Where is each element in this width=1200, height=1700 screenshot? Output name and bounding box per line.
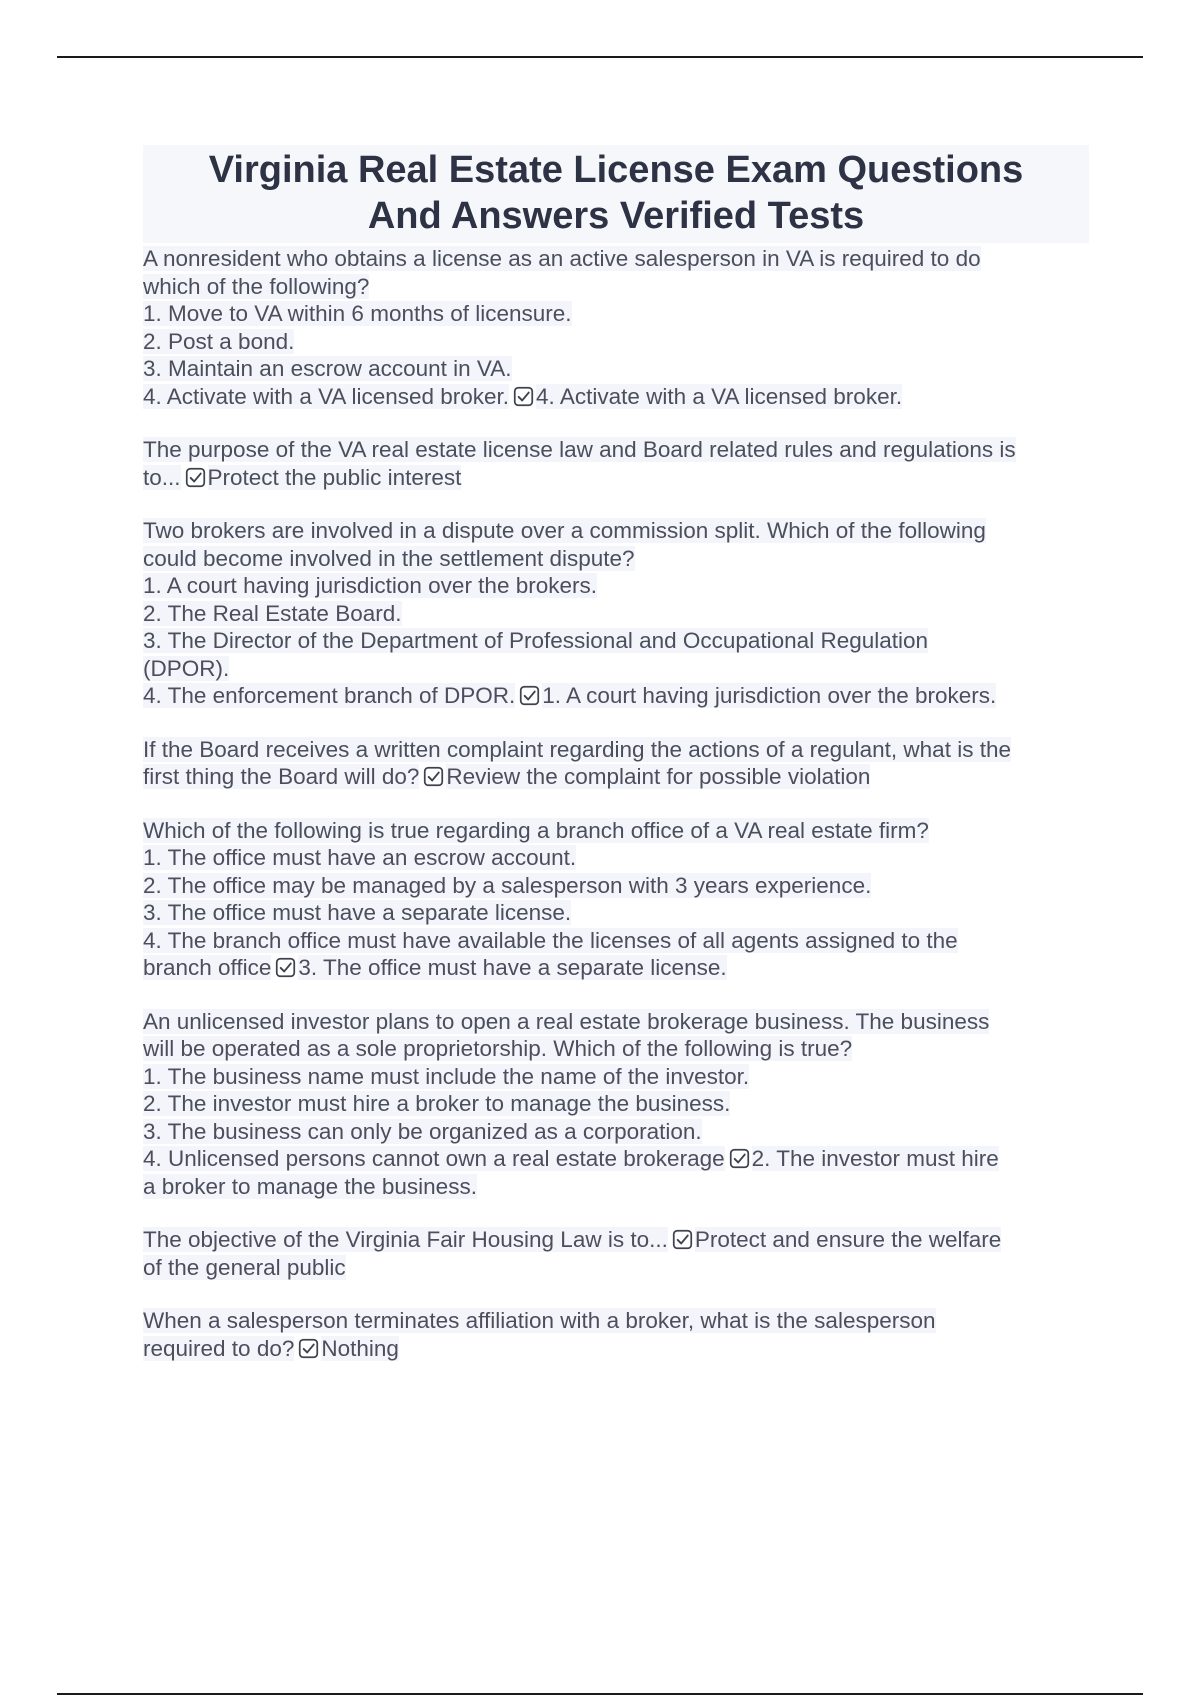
- question-line: [143, 844, 1089, 872]
- question-text: branch office: [143, 955, 272, 980]
- question-text: 1. The office must have an escrow account.: [143, 845, 577, 870]
- answer-line: [143, 464, 1089, 492]
- question-line: [143, 927, 1089, 955]
- question-line: [143, 600, 1089, 628]
- question-line: [143, 627, 1089, 655]
- answer-text: 1. A court having jurisdiction over the brokers.: [542, 683, 997, 708]
- question-text: to...: [143, 464, 181, 490]
- answer-line: [143, 682, 1089, 710]
- question-text: 1. A court having jurisdiction over the brokers.: [143, 573, 597, 598]
- question-text: (DPOR).: [143, 655, 230, 681]
- question-block: [143, 245, 1089, 410]
- checkbox-checked-icon: [275, 957, 296, 978]
- question-block: [143, 736, 1089, 791]
- question-line: [143, 1307, 1089, 1335]
- question-text: 3. The business can only be organized as a corporation.: [143, 1118, 702, 1144]
- question-text: which of the following?: [143, 273, 370, 299]
- question-text: 4. Unlicensed persons cannot own a real estate brokerage: [143, 1146, 725, 1171]
- question-block: [143, 817, 1089, 982]
- title-line-2: And Answers Verified Tests: [367, 195, 865, 237]
- question-line: [143, 817, 1089, 845]
- question-text: required to do?: [143, 1335, 295, 1361]
- question-line: [143, 736, 1089, 764]
- page-title: [143, 147, 1089, 239]
- checkbox-checked-icon: [298, 1338, 319, 1359]
- question-block: [143, 1226, 1089, 1281]
- question-line: [143, 517, 1089, 545]
- checkbox-checked-icon: [185, 467, 206, 488]
- answer-continuation-line: [143, 1173, 1089, 1201]
- title-block: [143, 145, 1089, 243]
- question-block: [143, 1008, 1089, 1201]
- title-line-1: Virginia Real Estate License Exam Questions: [208, 149, 1024, 191]
- checkbox-checked-icon: [672, 1229, 693, 1250]
- question-list: [143, 245, 1089, 1362]
- question-text: first thing the Board will do?: [143, 764, 420, 789]
- answer-text: a broker to manage the business.: [143, 1173, 477, 1199]
- question-text: 3. The office must have a separate license.: [143, 900, 572, 925]
- question-line: [143, 899, 1089, 927]
- question-line: [143, 273, 1089, 301]
- question-text: Two brokers are involved in a dispute over a commission split. Which of the following: [143, 518, 986, 543]
- question-line: [143, 300, 1089, 328]
- question-line: [143, 572, 1089, 600]
- answer-line: [143, 1145, 1089, 1173]
- question-text: will be operated as a sole proprietorship. Which of the following is true?: [143, 1036, 853, 1061]
- question-text: 3. The Director of the Department of Professional and Occupational Regulation: [143, 628, 929, 653]
- question-line: [143, 1118, 1089, 1146]
- answer-line: [143, 1226, 1089, 1254]
- question-text: 4. Activate with a VA licensed broker.: [143, 383, 510, 409]
- question-text: 2. The investor must hire a broker to manage the business.: [143, 1091, 731, 1116]
- question-line: [143, 245, 1089, 273]
- checkbox-checked-icon: [513, 386, 534, 407]
- question-line: [143, 655, 1089, 683]
- answer-text: 2. The investor must hire: [751, 1146, 999, 1171]
- question-block: [143, 436, 1089, 491]
- question-line: [143, 1090, 1089, 1118]
- question-text: The objective of the Virginia Fair Housing Law is to...: [143, 1227, 668, 1252]
- answer-text: Protect the public interest: [207, 464, 462, 490]
- question-text: The purpose of the VA real estate license law and Board related rules and regulations is: [143, 437, 1016, 462]
- question-line: [143, 1008, 1089, 1036]
- question-line: [143, 355, 1089, 383]
- question-line: [143, 1035, 1089, 1063]
- top-rule: [57, 56, 1143, 58]
- question-text: 4. The branch office must have available the licenses of all agents assigned to the: [143, 927, 958, 953]
- question-block: [143, 517, 1089, 710]
- question-text: 4. The enforcement branch of DPOR.: [143, 683, 516, 708]
- question-text: 2. The Real Estate Board.: [143, 600, 402, 626]
- question-line: [143, 328, 1089, 356]
- checkbox-checked-icon: [423, 766, 444, 787]
- question-text: 2. Post a bond.: [143, 328, 295, 354]
- question-text: 3. Maintain an escrow account in VA.: [143, 356, 512, 381]
- answer-text: Review the complaint for possible violation: [446, 764, 871, 789]
- document-content: [143, 145, 1089, 1388]
- question-text: An unlicensed investor plans to open a real estate brokerage business. The business: [143, 1008, 990, 1034]
- checkbox-checked-icon: [519, 685, 540, 706]
- answer-text: of the general public: [143, 1254, 346, 1280]
- question-text: A nonresident who obtains a license as an active salesperson in VA is required to do: [143, 246, 981, 271]
- answer-line: [143, 1335, 1089, 1363]
- answer-line: [143, 763, 1089, 791]
- question-text: If the Board receives a written complaint regarding the actions of a regulant, what is the: [143, 736, 1011, 762]
- bottom-rule: [57, 1693, 1143, 1695]
- question-text: Which of the following is true regarding a branch office of a VA real estate firm?: [143, 817, 929, 843]
- answer-text: 4. Activate with a VA licensed broker.: [536, 383, 903, 409]
- question-line: [143, 436, 1089, 464]
- question-text: 1. Move to VA within 6 months of licensure.: [143, 301, 572, 326]
- answer-text: Nothing: [321, 1335, 399, 1361]
- checkbox-checked-icon: [729, 1148, 750, 1169]
- question-text: could become involved in the settlement dispute?: [143, 545, 635, 571]
- answer-text: 3. The office must have a separate license.: [298, 955, 727, 980]
- answer-continuation-line: [143, 1254, 1089, 1282]
- question-line: [143, 1063, 1089, 1091]
- question-text: 2. The office may be managed by a salesperson with 3 years experience.: [143, 872, 872, 898]
- answer-line: [143, 954, 1089, 982]
- answer-text: Protect and ensure the welfare: [694, 1227, 1002, 1252]
- question-text: 1. The business name must include the name of the investor.: [143, 1063, 750, 1089]
- question-line: [143, 545, 1089, 573]
- question-block: [143, 1307, 1089, 1362]
- question-line: [143, 872, 1089, 900]
- answer-line: [143, 383, 1089, 411]
- question-text: When a salesperson terminates affiliation with a broker, what is the salesperson: [143, 1308, 936, 1333]
